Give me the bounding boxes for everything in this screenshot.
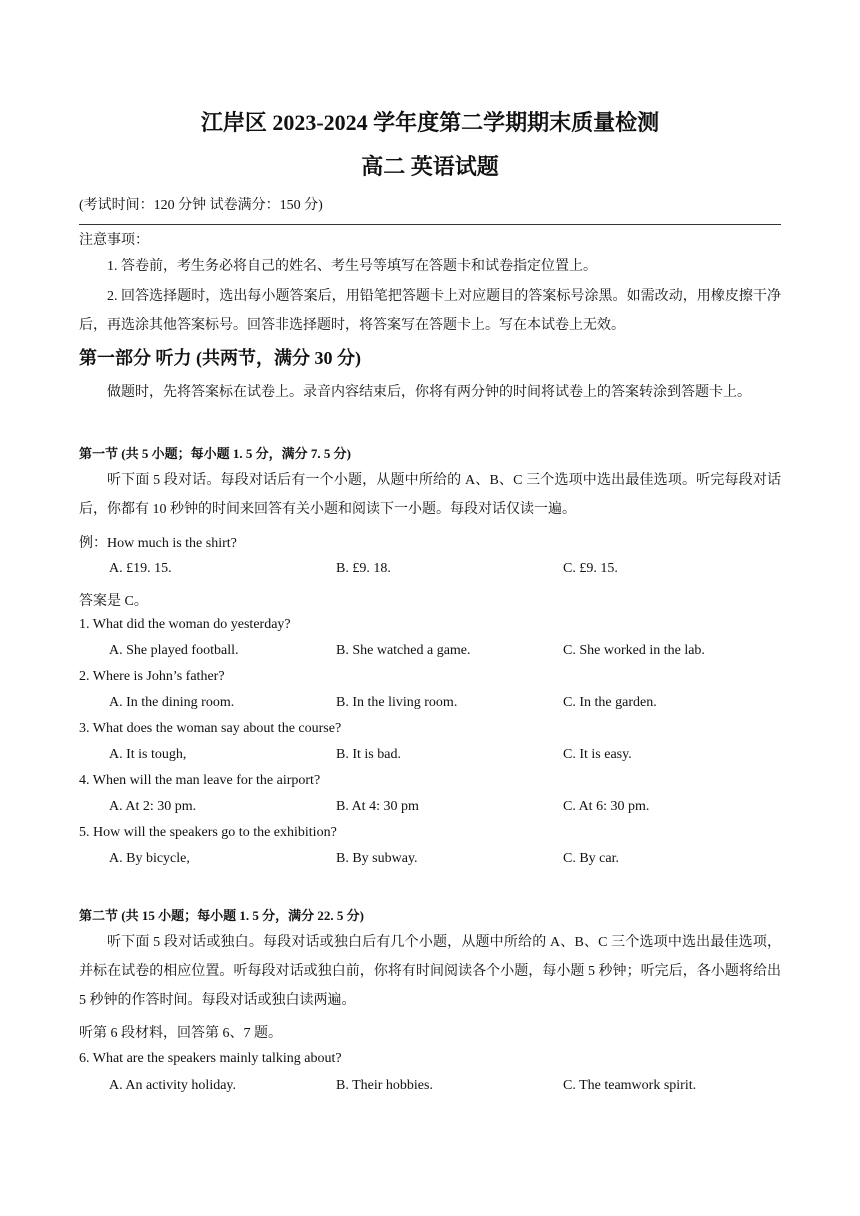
question-6-option-c: C. The teamwork spirit. bbox=[563, 1078, 697, 1093]
header-divider bbox=[79, 224, 781, 225]
question-3-option-c: C. It is easy. bbox=[563, 747, 632, 762]
question-2-option-a: A. In the dining room. bbox=[109, 695, 235, 710]
section2-heading: 第二节 (共 15 小题；每小题 1. 5 分，满分 22. 5 分) bbox=[79, 908, 364, 923]
example-option-c: C. £9. 15. bbox=[563, 561, 618, 576]
notice-label: 注意事项： bbox=[79, 233, 149, 248]
question-6-option-b: B. Their hobbies. bbox=[336, 1078, 433, 1093]
question-1: 1. What did the woman do yesterday? bbox=[79, 617, 291, 632]
question-3-option-a: A. It is tough, bbox=[109, 747, 187, 762]
example-option-a: A. £19. 15. bbox=[109, 561, 172, 576]
notice-item-1: 1. 答卷前，考生务必将自己的姓名、考生号等填写在答题卡和试卷指定位置上。 bbox=[107, 259, 597, 274]
question-4: 4. When will the man leave for the airport? bbox=[79, 773, 321, 788]
question-5-option-b: B. By subway. bbox=[336, 851, 418, 866]
question-5-option-c: C. By car. bbox=[563, 851, 619, 866]
example-question: 例：How much is the shirt? bbox=[79, 536, 237, 551]
question-2-option-c: C. In the garden. bbox=[563, 695, 657, 710]
question-1-option-b: B. She watched a game. bbox=[336, 643, 471, 658]
example-option-b: B. £9. 18. bbox=[336, 561, 391, 576]
question-4-option-b: B. At 4: 30 pm bbox=[336, 799, 419, 814]
section1-instructions: 听下面 5 段对话。每段对话后有一个小题，从题中所给的 A、B、C 三个选项中选出最佳选项。听完每段对话后，你都有 10 秒钟的时间来回答有关小题和阅读下一小题。每段对话仅读一遍。 bbox=[79, 473, 781, 517]
exam-title: 江岸区 2023-2024 学年度第二学期期末质量检测 bbox=[200, 110, 660, 135]
section2-instructions: 听下面 5 段对话或独白。每段对话或独白后有几个小题，从题中所给的 A、B、C 三个选项中选出最佳选项，并标在试卷的相应位置。听每段对话或独白前，你将有时间阅读各个小题，每小题 5 秒钟；听完后，各小题将给出 5 秒钟的作答时间。每段对话或独白读两遍。 bbox=[79, 935, 781, 1008]
question-5-option-a: A. By bicycle, bbox=[109, 851, 190, 866]
section1-heading: 第一节 (共 5 小题；每小题 1. 5 分，满分 7. 5 分) bbox=[79, 446, 351, 461]
question-3-option-b: B. It is bad. bbox=[336, 747, 401, 762]
question-3: 3. What does the woman say about the course? bbox=[79, 721, 342, 736]
question-6-option-a: A. An activity holiday. bbox=[109, 1078, 237, 1093]
question-6: 6. What are the speakers mainly talking about? bbox=[79, 1051, 342, 1066]
question-2: 2. Where is John’s father? bbox=[79, 669, 225, 684]
question-5: 5. How will the speakers go to the exhibition? bbox=[79, 825, 337, 840]
exam-subtitle: 高二 英语试题 bbox=[361, 154, 499, 179]
question-4-option-a: A. At 2: 30 pm. bbox=[109, 799, 197, 814]
question-4-option-c: C. At 6: 30 pm. bbox=[563, 799, 650, 814]
question-2-option-b: B. In the living room. bbox=[336, 695, 458, 710]
part1-intro: 做题时，先将答案标在试卷上。录音内容结束后，你将有两分钟的时间将试卷上的答案转涂到答题卡上。 bbox=[107, 385, 751, 400]
material-note: 听第 6 段材料，回答第 6、7 题。 bbox=[79, 1026, 282, 1041]
exam-info: (考试时间：120 分钟 试卷满分：150 分) bbox=[79, 198, 323, 213]
question-1-option-c: C. She worked in the lab. bbox=[563, 643, 705, 658]
part1-heading: 第一部分 听力 (共两节，满分 30 分) bbox=[79, 348, 361, 368]
notice-item-2: 2. 回答选择题时，选出每小题答案后，用铅笔把答题卡上对应题目的答案标号涂黑。如需改动，用橡皮擦干净后，再选涂其他答案标号。回答非选择题时，将答案写在答题卡上。写在本试卷上无效。 bbox=[79, 289, 781, 333]
example-answer: 答案是 C。 bbox=[79, 594, 148, 609]
question-1-option-a: A. She played football. bbox=[109, 643, 239, 658]
